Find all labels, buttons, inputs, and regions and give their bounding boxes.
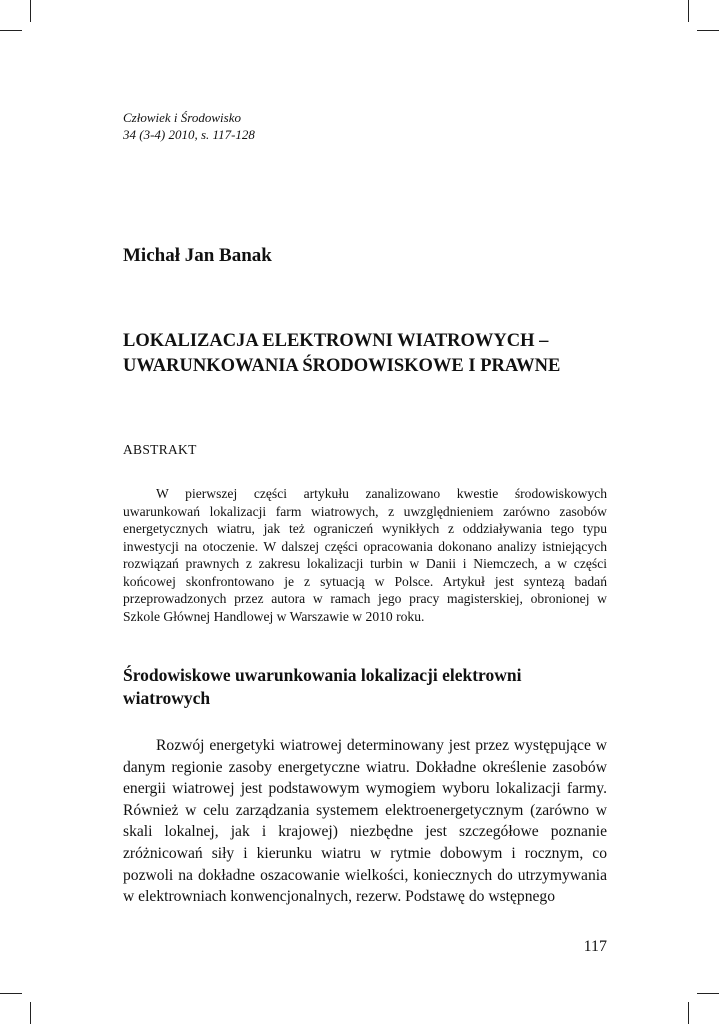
crop-mark-bottom-left-horizontal — [0, 993, 22, 994]
article-title-line-2: UWARUNKOWANIA ŚRODOWISKOWE I PRAWNE — [123, 356, 561, 376]
abstract-heading: ABSTRAKT — [123, 442, 197, 457]
crop-mark-bottom-right-horizontal — [697, 993, 719, 994]
section-heading: Środowiskowe uwarunkowania lokalizacji elektrowni wiatrowych — [123, 665, 522, 708]
crop-mark-top-right-vertical — [688, 0, 689, 22]
article-title — [123, 329, 623, 379]
crop-mark-top-right-horizontal — [697, 30, 719, 31]
crop-mark-bottom-right-vertical — [688, 1002, 689, 1024]
journal-citation: 34 (3-4) 2010, s. 117-128 — [123, 127, 255, 142]
crop-mark-top-left-vertical — [30, 0, 31, 22]
author-name: Michał Jan Banak — [123, 245, 272, 266]
article-title-line-1: LOKALIZACJA ELEKTROWNI WIATROWYCH – — [123, 331, 549, 351]
body-paragraph: Rozwój energetyki wiatrowej determinowany jest przez występujące w danym regionie zasoby energetyczne wiatru. Dokładne określenie zasobów energii wiatrowej jest podstawowym wymogiem wyboru lokalizacji farmy. Również w celu zarządzania systemem elektroenergetycznym (zarówno w skali lokalnej, jak i krajowej) niezbędne jest szczegółowe poznanie zróżnicowań siły i kierunku wiatru w rytmie dobowym i rocznym, co pozwoli na dokładne oszacowanie wielkości, koniecznych do utrzymywania w elektrowniach konwencjonalnych, rezerw. Podstawę do wstępnego — [123, 737, 607, 906]
abstract-text: W pierwszej części artykułu zanalizowano kwestie środowiskowych uwarunkowań lokalizacji farm wiatrowych, z uwzględnieniem zarówno zasobów energetycznych wiatru, jak też ograniczeń wynikłych z oddziaływania tego typu inwestycji na otoczenie. W dalszej części opracowania dokonano analizy istniejących rozwiązań prawnych z zakresu lokalizacji turbin w Danii i Niemczech, a w części końcowej skonfrontowano je z sytuacją w Polsce. Artykuł jest syntezą badań przeprowadzonych przez autora w ramach jego pracy magisterskiej, obronionej w Szkole Głównej Handlowej w Warszawie w 2010 roku. — [123, 486, 607, 624]
crop-mark-bottom-left-vertical — [30, 1002, 31, 1024]
journal-name: Człowiek i Środowisko — [123, 110, 241, 125]
journal-info — [123, 109, 255, 143]
crop-mark-top-left-horizontal — [0, 30, 22, 31]
page-number: 117 — [583, 938, 607, 955]
